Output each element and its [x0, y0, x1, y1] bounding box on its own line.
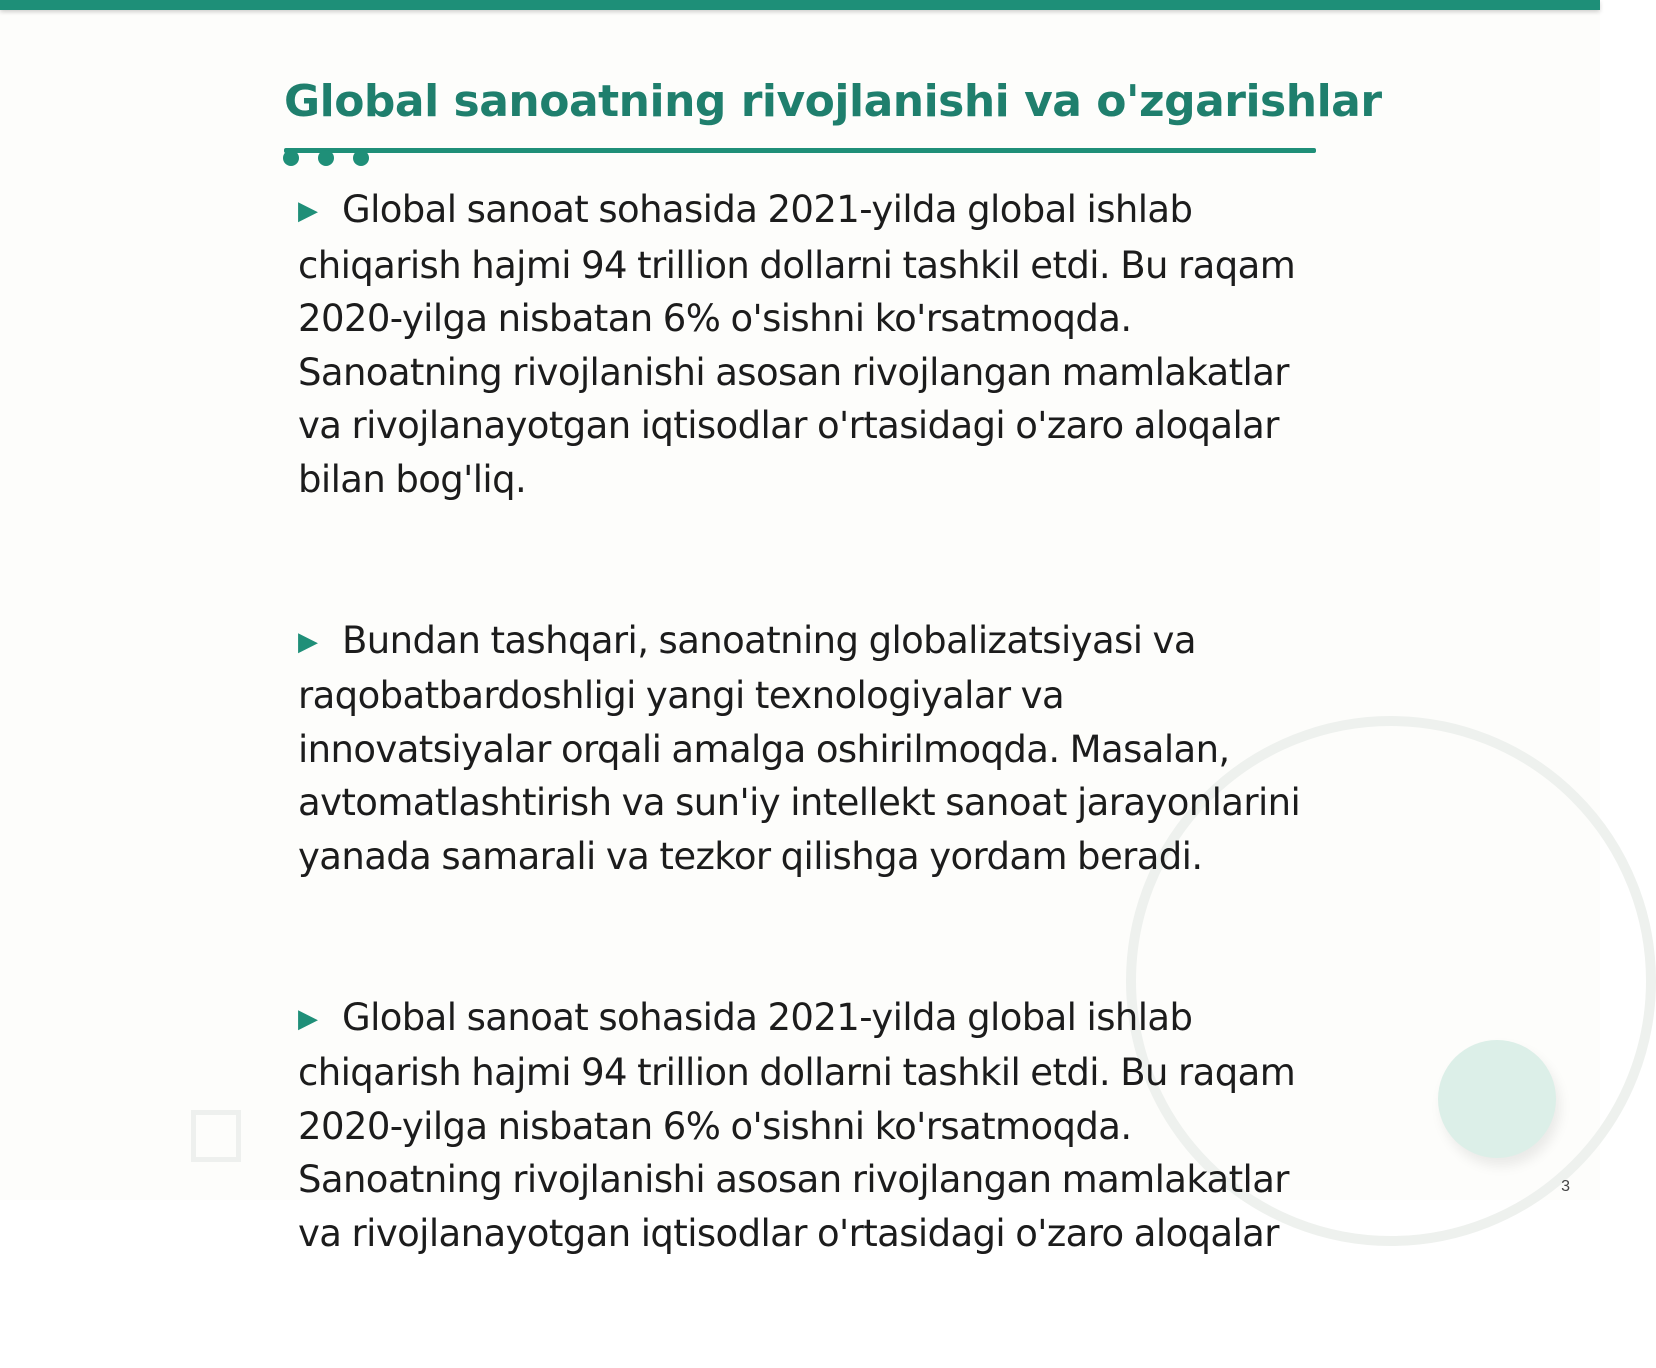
triangle-right-icon: ▶	[298, 626, 318, 657]
bullet-paragraph	[298, 183, 1318, 507]
paragraph-text: Bundan tashqari, sanoatning globalizatsiyasi va raqobatbardoshligi yangi texnologiyalar va innovatsiyalar orqali amalga oshirilmoqda. Masalan, avtomatlashtirish va sun'iy intellekt sanoat jarayonlarini yanada samarali va tezkor qilishga yordam beradi.	[298, 618, 1301, 878]
underline-dot	[318, 150, 334, 166]
page-number: 3	[1561, 1178, 1570, 1195]
slide-content	[298, 183, 1318, 1368]
bullet-paragraph	[298, 991, 1318, 1261]
triangle-right-icon: ▶	[298, 1003, 318, 1034]
underline-dot	[353, 150, 369, 166]
underline-dot	[283, 150, 299, 166]
title-underline	[284, 148, 1316, 153]
paragraph-text: Global sanoat sohasida 2021-yilda global ishlab chiqarish hajmi 94 trillion dollarni tashkil etdi. Bu raqam 2020-yilga nisbatan 6% o'sishni ko'rsatmoqda. Sanoatning rivojlanishi asosan rivojlangan mamlakatlar va rivojlanayotgan iqtisodlar o'rtasidagi o'zaro aloqalar bilan bog'liq.	[298, 188, 1296, 501]
triangle-right-icon: ▶	[298, 196, 318, 226]
bullet-paragraph	[298, 614, 1318, 884]
decorative-circle	[1438, 1040, 1556, 1158]
paragraph-text: Global sanoat sohasida 2021-yilda global ishlab chiqarish hajmi 94 trillion dollarni tashkil etdi. Bu raqam 2020-yilga nisbatan 6% o'sishni ko'rsatmoqda. Sanoatning rivojlanishi asosan rivojlangan mamlakatlar va rivojlanayotgan iqtisodlar o'rtasidagi o'zaro aloqalar	[298, 995, 1296, 1255]
top-accent-bar	[0, 0, 1600, 10]
slide-title: Global sanoatning rivojlanishi va o'zgarishlar	[284, 76, 1382, 127]
decorative-square	[191, 1110, 241, 1162]
